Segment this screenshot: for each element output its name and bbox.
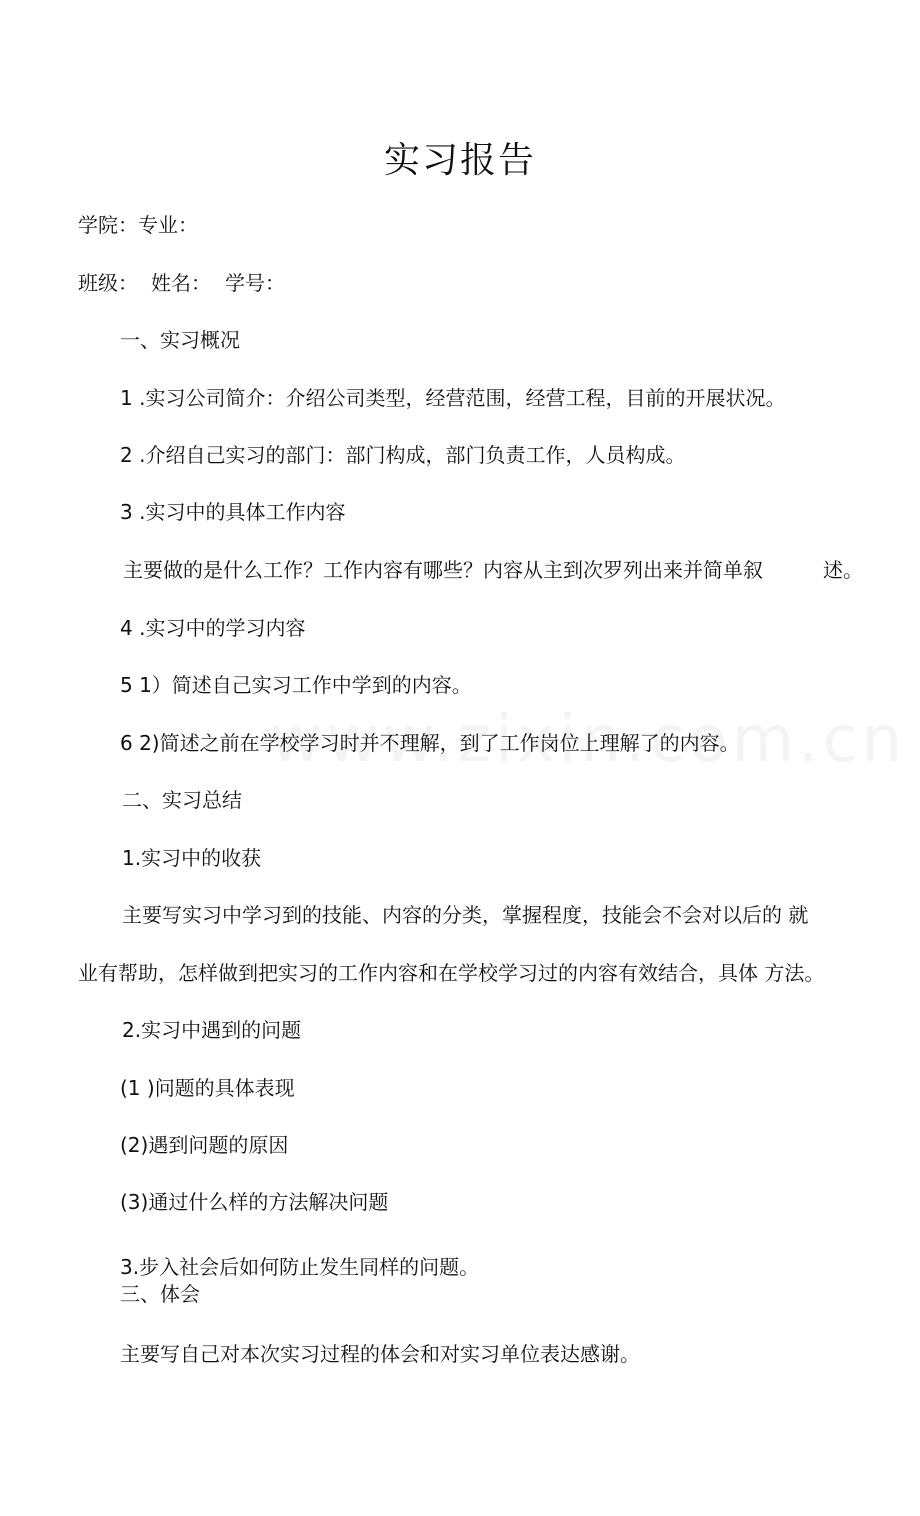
section1-item3-desc-end: 述。 <box>823 558 863 582</box>
section1-item2: 2 .介绍自己实习的部门：部门构成，部门负责工作，人员构成。 <box>120 443 686 467</box>
section2-question2: (2)遇到问题的原因 <box>120 1133 289 1157</box>
section2-heading: 二、实习总结 <box>122 788 242 812</box>
section1-item4: 4 .实习中的学习内容 <box>120 616 306 640</box>
section1-item6: 6 2)简述之前在学校学习时并不理解，到了工作岗位上理解了的内容。 <box>120 731 740 755</box>
section1-item1: 1 .实习公司简介：介绍公司类型，经营范围，经营工程，目前的开展状况。 <box>120 386 786 410</box>
section1-item3: 3 .实习中的具体工作内容 <box>120 500 346 524</box>
section3-desc: 主要写自己对本次实习过程的体会和对实习单位表达感谢。 <box>120 1342 640 1366</box>
section3-heading: 三、体会 <box>120 1282 200 1306</box>
section1-heading: 一、实习概况 <box>120 328 240 352</box>
document-title: 实习报告 <box>383 140 536 181</box>
section2-sub1-desc-line1: 主要写实习中学习到的技能、内容的分类，掌握程度，技能会不会对以后的 就 <box>122 903 809 927</box>
section2-sub2: 2.实习中遇到的问题 <box>122 1018 302 1042</box>
section2-question1: (1 )问题的具体表现 <box>120 1076 295 1100</box>
section2-question3: (3)通过什么样的方法解决问题 <box>120 1190 389 1214</box>
header-name-label: 姓名： <box>151 271 211 295</box>
section2-sub3: 3.步入社会后如何防止发生同样的问题。 <box>120 1255 480 1279</box>
section2-sub1-desc-line2: 业有帮助，怎样做到把实习的工作内容和在学校学习过的内容有效结合，具体 方法。 <box>78 961 825 985</box>
header-id-label: 学号： <box>225 271 285 295</box>
section2-sub1: 1.实习中的收获 <box>122 846 262 870</box>
header-college-major: 学院：专业： <box>78 213 198 237</box>
section1-item5: 5 1）简述自己实习工作中学到的内容。 <box>120 673 472 697</box>
header-class-label: 班级： <box>78 271 138 295</box>
section1-item3-desc: 主要做的是什么工作？工作内容有哪些？内容从主到次罗列出来并简单叙 <box>123 558 763 582</box>
